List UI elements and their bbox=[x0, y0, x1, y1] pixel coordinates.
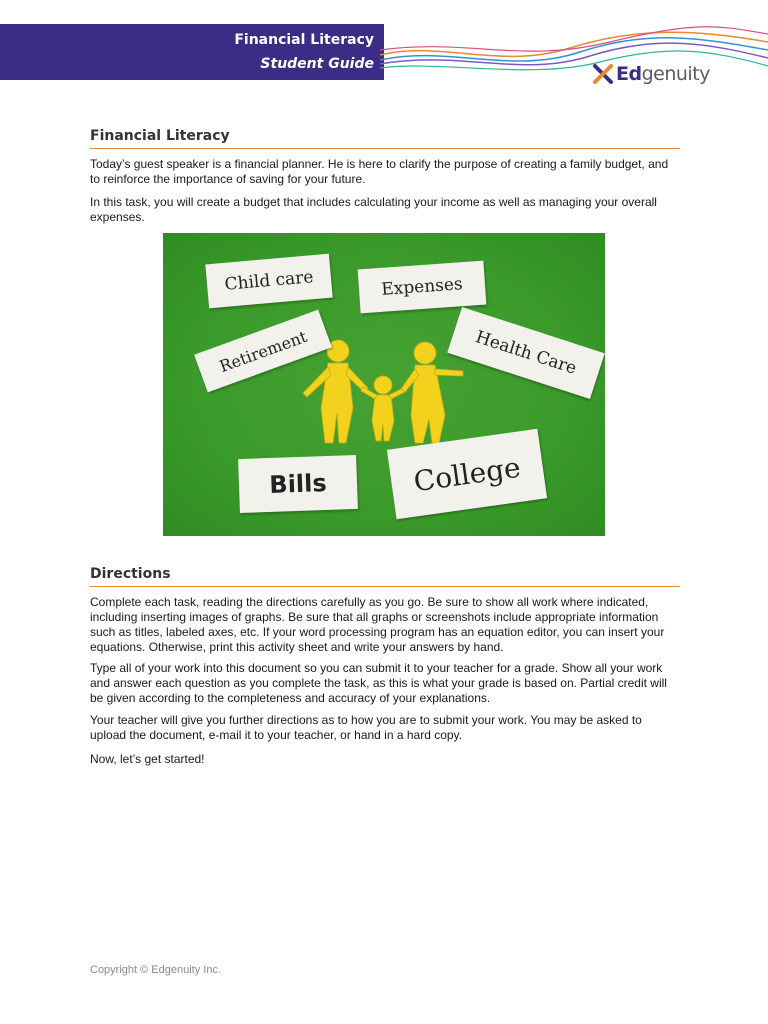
intro-paragraph-1: Today’s guest speaker is a financial planner. He is here to clarify the purpose of creating a family budget, and to reinforce the importance of saving for your future. bbox=[90, 157, 669, 186]
label-college: College bbox=[387, 429, 547, 519]
directions-paragraph-1: Complete each task, reading the directions carefully as you go. Be sure to show all work where indicated, including inserting images of graphs. Be sure that all graphs or screenshots include appropriate information such as titles, labeled axes, etc. If your word processing program has an equation editor, you can insert your equations. Otherwise, print this activity sheet and write your answers by hand. bbox=[90, 595, 665, 654]
section-heading-directions: Directions bbox=[90, 566, 680, 587]
footer-copyright: Copyright © Edgenuity Inc. bbox=[90, 964, 222, 976]
label-bills: Bills bbox=[238, 455, 358, 513]
intro-paragraph-2: In this task, you will create a budget that includes calculating your income as well as managing your overall expenses. bbox=[90, 195, 657, 224]
directions-paragraph-4: Now, let’s get started! bbox=[90, 752, 205, 766]
label-expenses: Expenses bbox=[358, 261, 487, 314]
directions-paragraph-3: Your teacher will give you further directions as to how you are to submit your work. You may be asked to upload the document, e-mail it to your teacher, or hand in a hard copy. bbox=[90, 713, 642, 742]
label-retirement: Retirement bbox=[194, 310, 332, 393]
family-budget-photo bbox=[163, 233, 605, 536]
header-subtitle: Student Guide bbox=[260, 56, 374, 72]
directions-paragraph-2: Type all of your work into this document so you can submit it to your teacher for a grade. Show all your work and answer each question as you complete the task, as this is what your grade is based on. Partial credit will be given according to the completeness and accuracy of your explanations. bbox=[90, 661, 667, 705]
x-logo-mark-icon bbox=[592, 63, 614, 85]
edgenuity-logo bbox=[592, 60, 710, 88]
label-child-care: Child care bbox=[205, 254, 332, 309]
label-health-care: Health Care bbox=[447, 307, 604, 399]
section-heading-financial-literacy: Financial Literacy bbox=[90, 128, 680, 149]
header-band bbox=[0, 24, 384, 80]
header-title: Financial Literacy bbox=[234, 32, 374, 48]
logo-text: Edgenuity bbox=[616, 63, 710, 85]
